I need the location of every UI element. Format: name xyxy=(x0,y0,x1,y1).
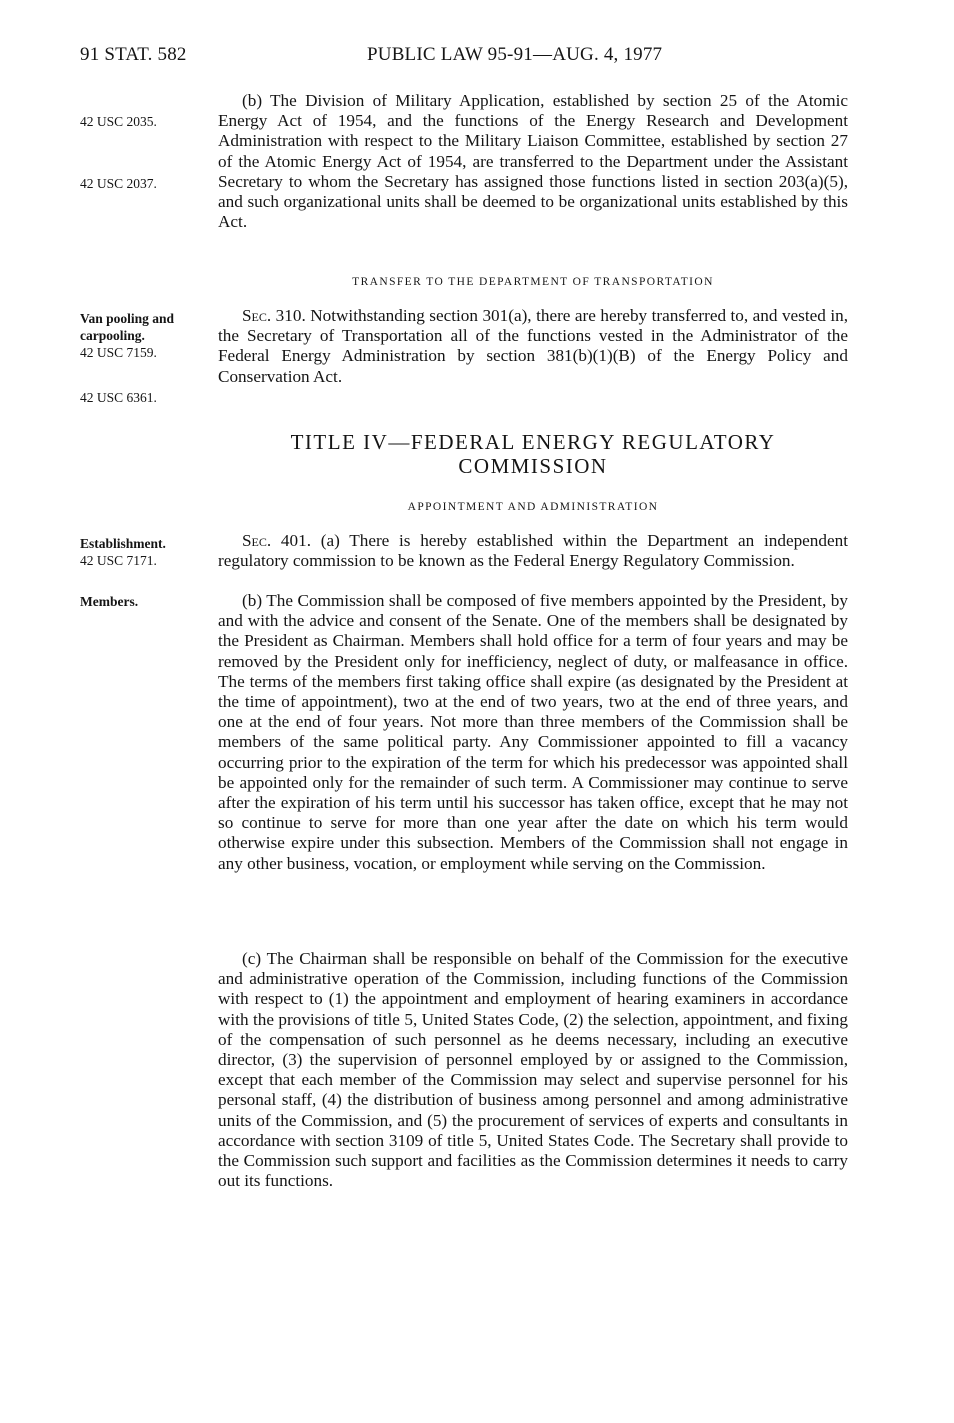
margin-note-text: 42 USC 6361. xyxy=(80,390,157,405)
margin-note-usc-2037 xyxy=(80,175,157,192)
margin-note-text: Van pooling and xyxy=(80,311,175,326)
section-heading-transfer: TRANSFER TO THE DEPARTMENT OF TRANSPORTATION xyxy=(352,276,714,288)
title-line: TITLE IV—FEDERAL ENERGY REGULATORY xyxy=(290,430,776,454)
margin-note-text: 42 USC 2035. xyxy=(80,114,157,129)
margin-note-text: carpooling. xyxy=(80,328,145,343)
margin-note-text: 42 USC 2037. xyxy=(80,176,157,191)
title-line: COMMISSION xyxy=(458,454,608,478)
margin-note-text: Establishment. xyxy=(80,536,166,551)
title-iv-heading xyxy=(218,430,848,478)
page-stat-citation: 91 STAT. 582 xyxy=(80,44,187,65)
running-header: PUBLIC LAW 95-91—AUG. 4, 1977 xyxy=(367,44,663,65)
margin-note-text: 42 USC 7171. xyxy=(80,553,157,568)
section-label: Sec. 401. xyxy=(242,531,311,550)
section-heading-appointment: APPOINTMENT AND ADMINISTRATION xyxy=(407,501,659,513)
paragraph-military-application: (b) The Division of Military Application, established by section 25 of the Atomic Energy Act of 1954, and the functions of the Energy Research and Development Administration with respect to the Military Liaison Committee, established by section 27 of the Atomic Energy Act of 1954, are transferred to the Department under the Assistant Secretary to whom the Secretary has assigned those functions listed in section 203(a)(5), and such organizational units shall be deemed to be organizational units established by this Act. xyxy=(218,91,848,232)
margin-note-members xyxy=(80,593,138,610)
margin-note-usc-6361 xyxy=(80,389,157,406)
margin-note-text: 42 USC 7159. xyxy=(80,345,157,360)
section-text: (a) There is hereby established within the Department an independent regulatory commission to be known as the Federal Energy Regulatory Commission. xyxy=(218,531,848,571)
section-310 xyxy=(218,306,848,387)
section-text: Notwithstanding section 301(a), there are hereby transferred to, and vested in, the Secretary of Transportation all of the functions vested in the Administrator of the Federal Energy Administration by section 381(b)(1)(B) of the Energy Policy and Conservation Act. xyxy=(218,306,848,386)
section-401-a xyxy=(218,531,848,571)
section-401-b: (b) The Commission shall be composed of five members appointed by the President, by and with the advice and consent of the Senate. One of the members shall be designated by the President as Chairman. Members shall hold office for a term of four years and may be removed by the President only for inefficiency, neglect of duty, or malfeasance in office. The terms of the members first taking office shall expire (as designated by the President at the time of appointment), two at the end of two years, two at the end of three years, and one at the end of four years. Not more than three members of the Commission shall be members of the same political party. Any Commissioner appointed to fill a vacancy occurring prior to the expiration of the term for which his predecessor was appointed shall be appointed only for the remainder of such term. A Commissioner may continue to serve after the expiration of his term until his successor has taken office, except that he may not so continue to serve for more than one year after the date on which his term would otherwise expire under this subsection. Members of the Commission shall not engage in any other business, vocation, or employment while serving on the Commission. xyxy=(218,591,848,873)
section-401-c: (c) The Chairman shall be responsible on behalf of the Commission for the executive and administrative operation of the Commission, including functions of the Commission with respect to (1) the appointment and employment of hearing examiners in accordance with the provisions of title 5, United States Code, (2) the selection, appointment, and fixing of the compensation of such personnel as he deems necessary, including an executive director, (3) the supervision of personnel employed by or assigned to the Commission, except that each member of the Commission may select and supervise personnel for his personal staff, (4) the distribution of business among personnel and among administrative units of the Commission, and (5) the procurement of services of experts and consultants in accordance with section 3109 of title 5, United States Code. The Secretary shall provide to the Commission such support and facilities as the Commission determines it needs to carry out its functions. xyxy=(218,949,848,1191)
section-label: Sec. 310. xyxy=(242,306,306,325)
margin-note-van-pooling xyxy=(80,310,174,361)
margin-note-establishment xyxy=(80,535,166,569)
margin-note-text: Members. xyxy=(80,594,139,609)
margin-note-usc-2035 xyxy=(80,113,157,130)
